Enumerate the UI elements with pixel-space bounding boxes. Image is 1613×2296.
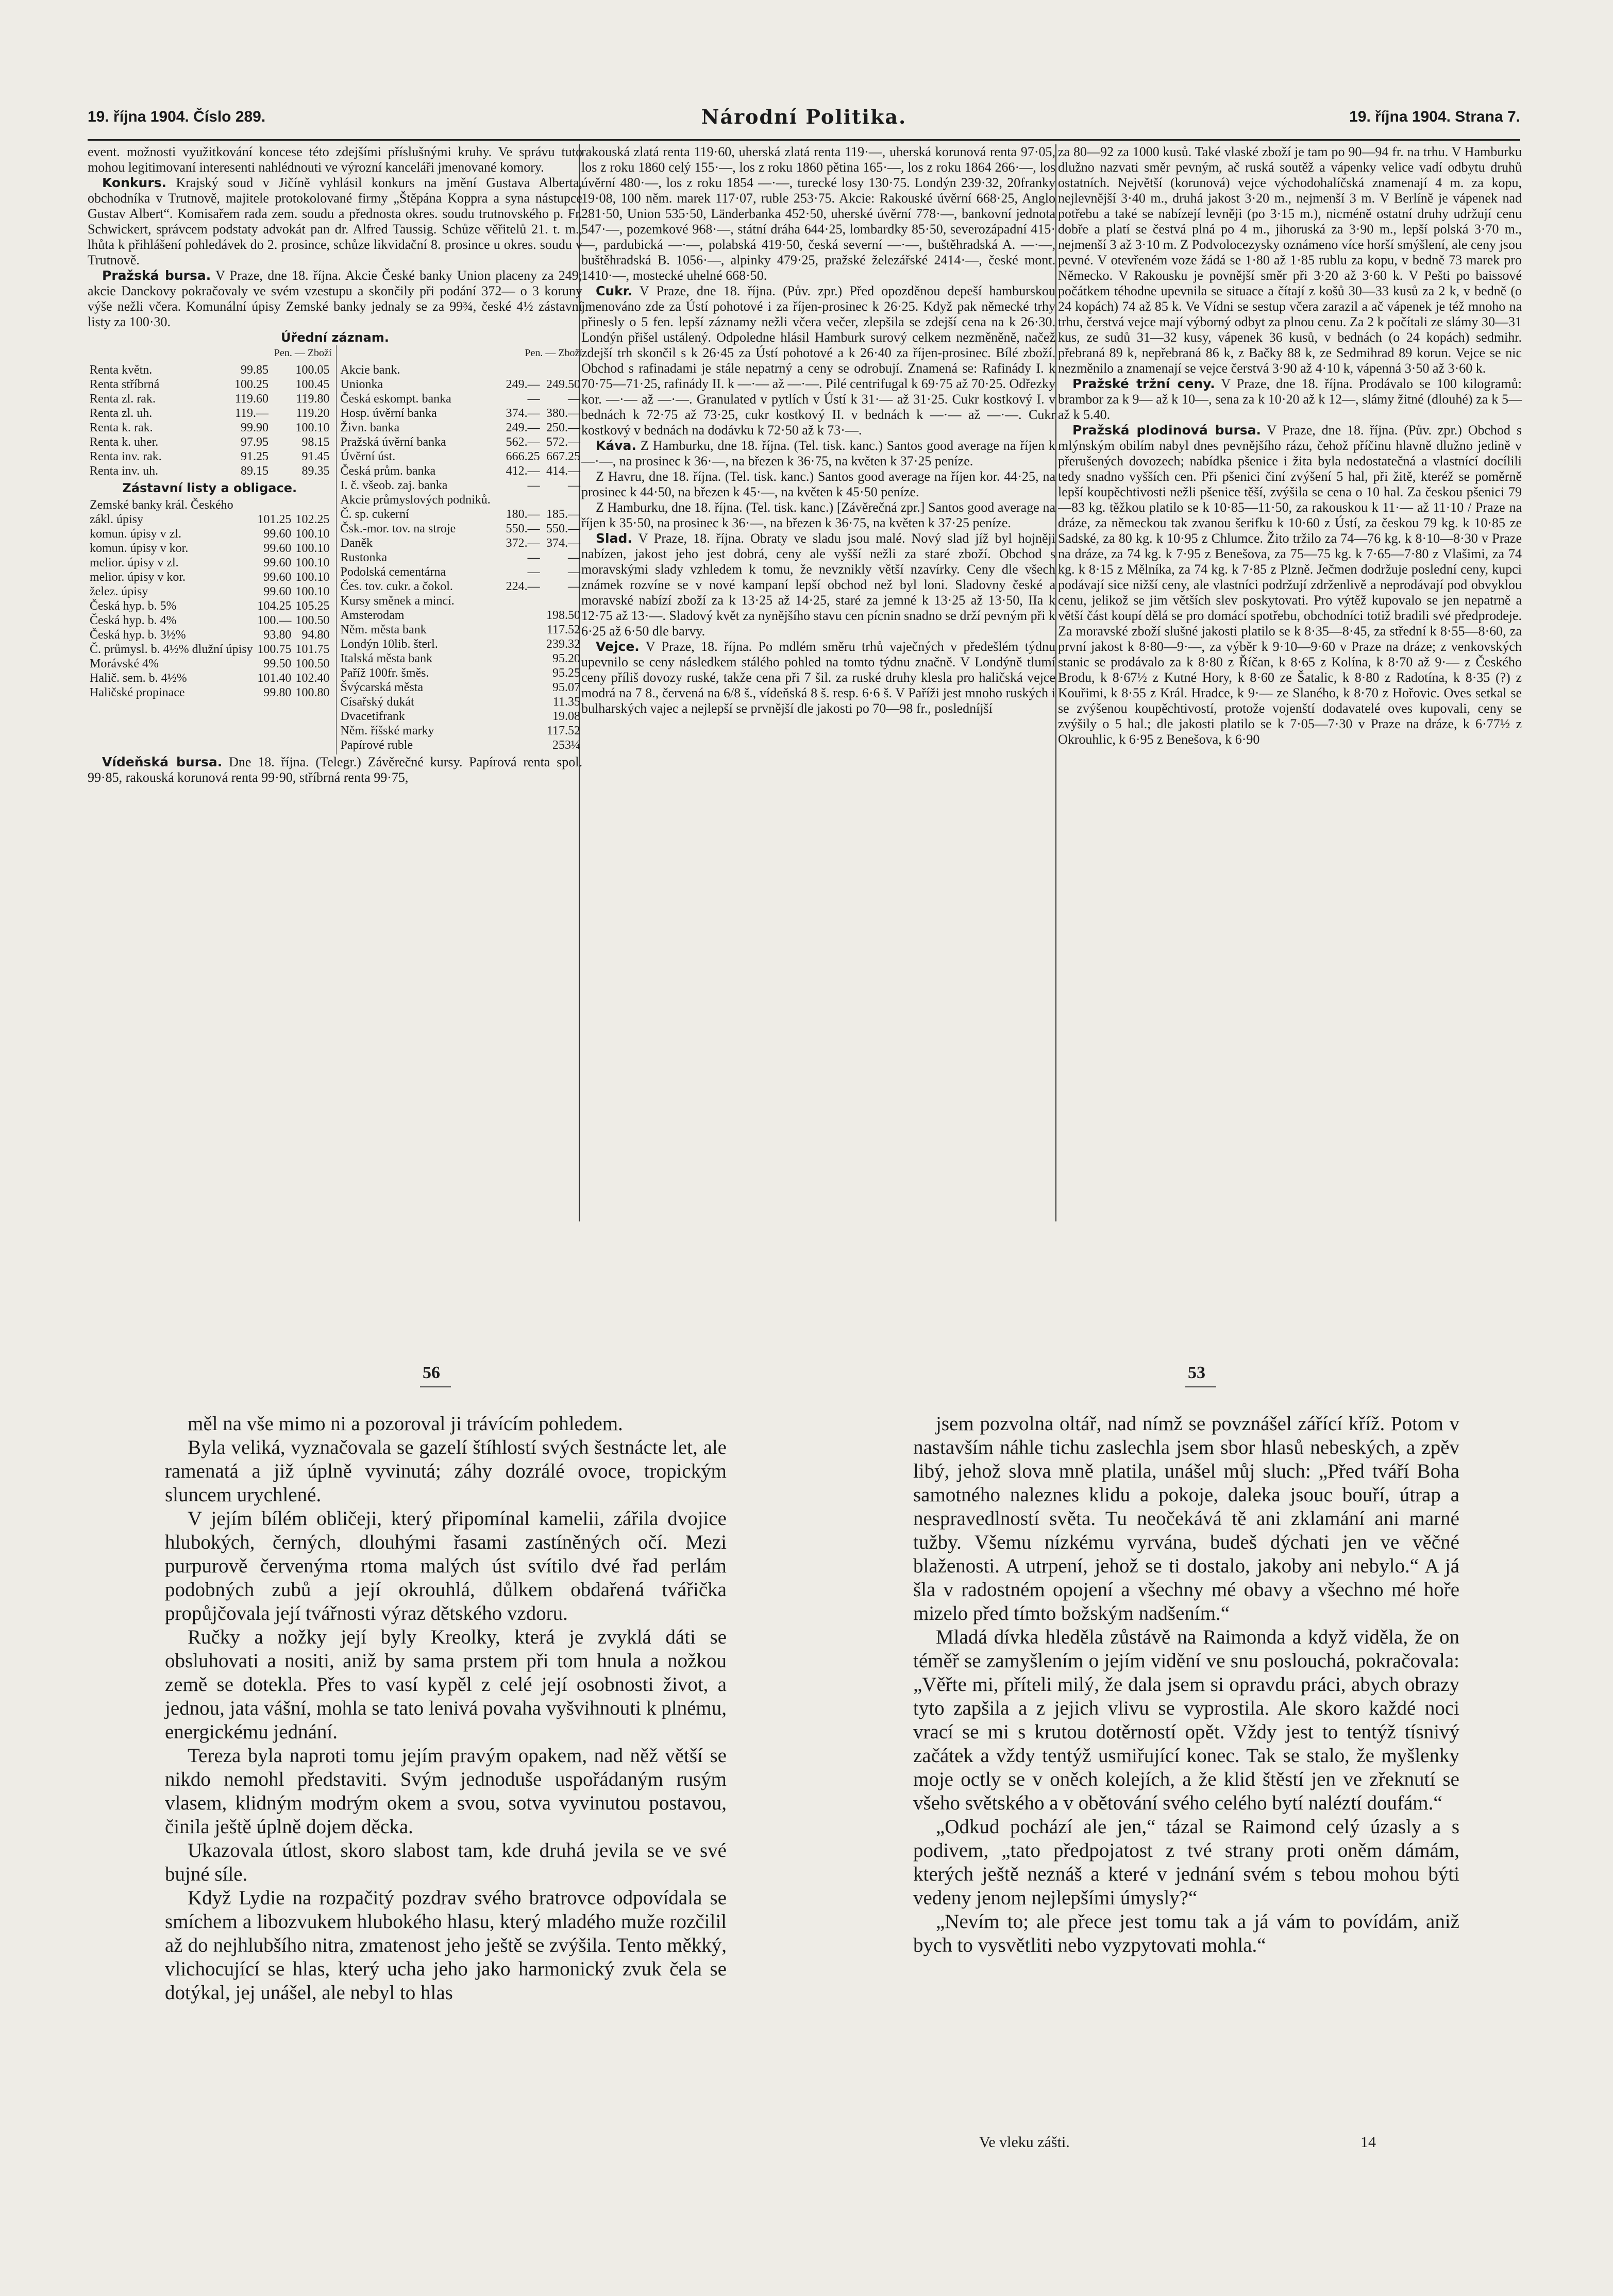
rate-name: Živn. banka bbox=[340, 421, 400, 434]
rates-table-left bbox=[88, 363, 332, 478]
section-heading: Pražská bursa. bbox=[102, 268, 211, 283]
rate-value: 94.80 bbox=[301, 628, 330, 642]
novel-paragraph: Ukazovala útlost, skoro slabost tam, kde druhá jevila se ve své bujné síle. bbox=[165, 1839, 727, 1885]
rate-value: 100.10 bbox=[295, 571, 330, 584]
table-row bbox=[339, 421, 583, 435]
rate-value bbox=[501, 623, 542, 637]
rate-name: Renta k. rak. bbox=[90, 421, 153, 434]
section-heading: Pražská plodinová bursa. bbox=[1072, 423, 1262, 438]
rate-value: — bbox=[568, 551, 580, 564]
rate-name: Zemské banky král. Českého bbox=[90, 498, 233, 512]
rate-value bbox=[501, 608, 542, 623]
section-heading: Káva. bbox=[596, 438, 636, 453]
rate-value: 91.25 bbox=[241, 450, 268, 463]
page-header bbox=[88, 105, 1520, 134]
rate-value: 550.— bbox=[506, 522, 540, 535]
table-row bbox=[339, 666, 583, 680]
rate-name: Úvěrní úst. bbox=[340, 450, 396, 463]
rate-name: Kursy směnek a mincí. bbox=[340, 594, 455, 608]
table-row bbox=[339, 493, 583, 507]
rate-value: 100.10 bbox=[295, 421, 330, 434]
rate-name: Haličské propinace bbox=[90, 686, 185, 699]
article-text: V Praze, 18. října. Po mdlém směru trhů vaječných v předešlém týdnu upevnilo se ceny následkem stálého pohled na tomto týdnu značně. V Londýně tlumí ceny příliš dovozy ruské, takže cena při 7 šil. za ruské druhy klesla pro haličská vejce modrá na 7 8., červená na 6/8 š., vídeňská 8 š. resp. 6·6 š. V Paříži jest mnoho ruských i bulharských vajec a nejlepší se prvnější dle jakosti po 70—98 fr., posledníjší bbox=[581, 639, 1055, 716]
table-row bbox=[339, 406, 583, 421]
table-row bbox=[339, 724, 583, 738]
rate-value bbox=[501, 666, 542, 680]
table-row bbox=[88, 599, 332, 613]
section-heading: Vejce. bbox=[596, 639, 640, 654]
table-column-header: Pen. — Zboží bbox=[525, 347, 582, 359]
rate-name: Pražská úvěrní banka bbox=[340, 435, 446, 449]
rate-name: Podolská cementárna bbox=[340, 565, 446, 579]
novel-paragraph: Tereza byla naproti tomu jejím pravým opakem, nad něž větší se nikdo nemohl představiti. Svým jednoduše uspořádaným rusým vlasem, klidným modrým okem a svou, sotva vyvinutou postavou, činila ještě úplně dojem děcka. bbox=[165, 1745, 727, 1838]
table-row bbox=[339, 709, 583, 724]
rate-name: Něm. říšské marky bbox=[340, 724, 434, 738]
table-row bbox=[339, 363, 583, 377]
table-row bbox=[88, 512, 332, 527]
table-row bbox=[339, 738, 583, 752]
rate-value: 19.08 bbox=[552, 710, 580, 723]
rate-name: Akcie průmyslových podniků. bbox=[340, 493, 491, 507]
article-text: V Praze, dne 18. října. Prodávalo se 100 kilogramů: brambor za k 9— až k 10—, sena za k 10·20 až k 12—, slámy žitné (dlouhé) za k 5— až k 5.40. bbox=[1058, 376, 1522, 422]
rate-value: 95.25 bbox=[552, 666, 580, 680]
rate-value: 99.60 bbox=[263, 527, 292, 541]
table-row bbox=[88, 570, 332, 584]
novel-paragraph: „Odkud pochází ale jen,“ tázal se Raimond celý úzasly a s podivem, „tato předpojatost z tvé strany proti oněm dámám, kterých ještě neznáš a které v jednání svém s tebou mohou býti vedeny jenom nejlepšími úmysly?“ bbox=[913, 1816, 1459, 1909]
rate-name: Halič. sem. b. 4½% bbox=[90, 672, 187, 685]
table-row bbox=[339, 594, 583, 608]
table-row bbox=[339, 435, 583, 449]
table-row bbox=[88, 613, 332, 628]
table-row bbox=[88, 657, 332, 671]
page-number-rule bbox=[1185, 1386, 1216, 1387]
rate-value bbox=[501, 363, 542, 377]
rate-value: 100.10 bbox=[295, 585, 330, 598]
rates-table-bonds bbox=[88, 498, 332, 700]
rate-value: 249.— bbox=[506, 421, 540, 434]
rate-value: 98.15 bbox=[301, 435, 330, 449]
rate-name: Italská města bank bbox=[340, 652, 433, 665]
table-row bbox=[88, 449, 332, 464]
rate-name: Renta zl. uh. bbox=[90, 407, 153, 420]
article-text: Z Hamburku, dne 18. října. (Tel. tisk. kanc.) [Závěrečná zpr.] Santos good average na říjen k 35·50, na prosinec k 36·—, na březen k 36·75, na květen k 37·25 peníze. bbox=[581, 500, 1055, 530]
rate-value: 101.25 bbox=[257, 513, 292, 526]
rate-value: 99.85 bbox=[241, 363, 268, 377]
rate-name: Rustonka bbox=[340, 551, 388, 564]
rate-name: komun. úpisy v kor. bbox=[90, 542, 189, 555]
article-text: V Praze, dne 18. října. (Pův. zpr.) Před opozděnou depeší hamburskou jmenováno zde za Ústí pohotové i za říjen-prosinec k 26·25. Když pak německé trhy přinesly o 5 fen. lepší záznamy nežli včera večer, zlepšila se zdejší cena na k 26·30. Londýn přišel ustálený. Odpoledne hlásil Hamburk surový celkem nezměněně, načež zdejší trh skončil s k 26·45 za Ústí pohotové a k 26·40 za říjen-prosinec. Bílé zboží. Obchod s rafinadami je stále nepatrný a ceny se odrobují. Znamená se: Rafinády I. k 70·75—71·25, rafinády II. k —·— až —·—. Pilé centrifugal k 69·75 až 70·25. Odřezky kor. —·— až —·—. Granulated v pytlích v Ústí k 31·— až 31·25. Cukr kostkový I. v bednách k 72·75 až 73·25, cukr kostkový II. v bednách k —·— až —·—. Cukr kostkový v bednách na dodávku k 72·50 až k 73·—. bbox=[581, 283, 1055, 438]
novel-page-right bbox=[913, 1412, 1459, 1957]
table-row bbox=[88, 642, 332, 657]
section-heading: Vídeňská bursa. bbox=[102, 755, 223, 769]
rate-name: Česká eskompt. banka bbox=[340, 392, 451, 406]
rate-name: Londýn 10lib. šterl. bbox=[340, 638, 438, 651]
table-row bbox=[88, 421, 332, 435]
rate-value: 198.50 bbox=[546, 609, 580, 622]
table-row bbox=[339, 579, 583, 594]
rate-name: Č. průmysl. b. 4½% dlužní úpisy bbox=[90, 643, 253, 656]
table-row bbox=[339, 449, 583, 464]
table-row bbox=[88, 556, 332, 570]
rate-value bbox=[293, 498, 331, 512]
table-row bbox=[339, 392, 583, 406]
rate-name: zákl. úpisy bbox=[90, 513, 143, 526]
rate-value: 117.52 bbox=[546, 724, 580, 738]
table-row bbox=[339, 623, 583, 637]
rate-value: 100.25 bbox=[234, 378, 268, 391]
rate-value bbox=[542, 363, 582, 377]
table-row bbox=[339, 565, 583, 579]
header-date-right: 19. října 1904. Strana 7. bbox=[1349, 108, 1520, 125]
novel-paragraph: V jejím bílém obličeji, který připomínal kamelii, zářila dvojice hlubokých, černých, dlouhými řasami zastíněných očí. Mezi purpurově červenýma rtoma malých úst svítilo dvé řad perlám podobných zubů a její okrouhlá, důlkem obdařená tvářička propůjčovala její tvářnosti výraz dětského vzdoru. bbox=[165, 1507, 727, 1624]
section-heading: Pražské tržní ceny. bbox=[1072, 376, 1215, 391]
rate-value: 99.50 bbox=[263, 657, 292, 671]
article-text: V Praze, dne 18. října. Akcie České banky Union placeny za 249; akcie Danckovy pokračovaly ve svém vzestupu a skončily při podání 372— o 3 koruny výše nežli včera. Komunální úpisy Zemské banky jednaly se za 99¾, české 4½ zástavní listy za 100·30. bbox=[88, 268, 582, 329]
rate-name: Renta inv. rak. bbox=[90, 450, 162, 463]
rates-table-right bbox=[339, 363, 583, 752]
rate-value: 101.75 bbox=[295, 643, 330, 656]
table-row bbox=[88, 584, 332, 599]
rate-value: 250.— bbox=[546, 421, 580, 434]
rate-value bbox=[501, 709, 542, 724]
section-heading: Cukr. bbox=[596, 283, 633, 298]
table-row bbox=[88, 363, 332, 377]
rate-value: 380.— bbox=[546, 407, 580, 420]
rate-value: 100.10 bbox=[295, 527, 330, 541]
rate-value: 102.25 bbox=[295, 513, 330, 526]
rate-name: Morávské 4% bbox=[90, 657, 159, 671]
rate-value: 100.10 bbox=[295, 556, 330, 569]
rate-value: 249.— bbox=[506, 378, 540, 391]
rate-value: 99.60 bbox=[263, 542, 292, 555]
rate-name: Paříž 100fr. šměs. bbox=[340, 666, 429, 680]
rate-value bbox=[542, 493, 582, 507]
rate-value: 666.25 bbox=[506, 450, 540, 463]
table-row bbox=[88, 671, 332, 685]
novel-paragraph: Mladá dívka hleděla zůstávě na Raimonda a když viděla, že on téměř se zamyšlením o jejím vidění ve snu poslouchá, pokračovala: „Věřte mi, příteli milý, že dala jsem si opravdu práci, abych obrazy tyto zapšila a z jejich vlivu se vyprostila. Ale skoro každé noci vrací se mi s krutou dotěrností opět. Vždy jest to tentýž tísnivý začátek a vždy tentýž usmiřující konec. Tak se stalo, že myšlenky moje octly se v oněch kolejích, a že klid štěstí jen ve zřeknutí se všeho světského a v obětování svého celého bytí naléztí doufám.“ bbox=[913, 1626, 1459, 1814]
article-text: rakouská zlatá renta 119·60, uherská zlatá renta 119·—, uherská korunová renta 97·05, los z roku 1860 celý 155·—, los z roku 1860 pětina 165·—, los z roku 1864 266·—, los úvěrní 480·—, los z roku 1854 —·—, turecké losy 130·75. Londýn 239·32, 20franky 19·08, 100 něm. marek 117·07, ruble 253·75. Akcie: Rakouské úvěrní 668·25, Anglo 281·50, Union 535·50, Länderbanka 452·50, uherské úvěrní 778·—, bankovní jednota 547·—, pozemkové 968·—, státní dráha 644·25, lombardky 85·50, severozápadní 415·—, pardubická —·—, polabská 419·50, česká severní —·—, buštěhradská A. —·—, buštěhradská B. 1056·—, alpinky 479·25, pražské železářské 2414·—, české mont. 1410·—, mostecké uhelné 668·50. bbox=[581, 144, 1055, 283]
article-text: za 80—92 za 1000 kusů. Také vlaské zboží je tam po 90—94 fr. na trhu. V Hamburku dlužno nazvati směr pevným, ač ruská soutěž a vápenky velice vadí odbytu druhů ostatních. Největší (korunová) vejce východohalíčská znamenají 4 m. za kopu, nejlevnější 3·40 m., druhá jakost 3·20 m., nejmenší 3 m. V Berlíně je vápenek nad potřebu a také se nabízejí levněji (po 3·15 m.), nicméně ostatní druhy udržují cenu dobře a platí se čestvá plná po 4 m., jihoruská za 3·90 m., lepší polská 3·70 m., nejmenší 3 až 3·10 m. Z Podvolocezysky oznámeno více horší smýšlení, ale ceny jsou pevné. V otevřeném voze žádá se 1·80 až 1·85 rublu za kopu, v bedně 73 marek pro Německo. V Rakousku je povnější směr při 3·20 až 3·60 k. V Pešti po baissové počátkem téhodne upevnila se situace a čítají z košů 30—33 kusů za 2 k, v bedně (o 24 kopách) 74 až 85 k. Ve Vídni se sestup včera zarazil a ač vápenek je též mnoho na trhu, čerstvá vejce mají výborný odbyt za plnou cenu. Za 2 k počítali ze slámy 30—31 kus, ze sudů 31—32 kusy, vápenek 36 kusů, v bednách (o 24 kopách) sedmihr. přebraná 89 k, nepřebraná 86 k, z Bačky 88 k, ze Sedmihrad 89 korun. Vejce se nic nezměnilo a znamenají se vejce čerstvá 3·90 až 4·10 k, vápenná 3·50 až 3·60 k. bbox=[1058, 144, 1522, 376]
rate-value: 372.— bbox=[506, 537, 540, 550]
rate-value: 99.60 bbox=[263, 556, 292, 569]
section-heading: Konkurs. bbox=[102, 175, 167, 190]
rate-value: 562.— bbox=[506, 435, 540, 449]
table-subheading: Zástavní listy a obligace. bbox=[122, 481, 297, 495]
rate-value: 119.20 bbox=[296, 407, 330, 420]
rate-value: 239.32 bbox=[546, 638, 580, 651]
rates-table-wrapper bbox=[88, 345, 582, 755]
rate-value: 253¼ bbox=[552, 739, 580, 752]
rate-value: — bbox=[527, 551, 540, 564]
rate-value: 180.— bbox=[506, 508, 540, 521]
table-row bbox=[339, 464, 583, 478]
rate-value: 100.75 bbox=[257, 643, 292, 656]
rate-name: Renta květn. bbox=[90, 363, 153, 377]
section-heading: Slad. bbox=[596, 531, 632, 546]
table-row bbox=[88, 628, 332, 642]
rate-name: Renta inv. uh. bbox=[90, 464, 159, 478]
rate-name: Česká hyp. b. 4% bbox=[90, 614, 177, 627]
rate-value: — bbox=[527, 392, 540, 406]
rate-value: 101.40 bbox=[257, 672, 292, 685]
table-row bbox=[339, 680, 583, 695]
rate-name: Švýcarská města bbox=[340, 681, 424, 694]
table-row bbox=[88, 541, 332, 556]
rate-value: 100.50 bbox=[295, 657, 330, 671]
rate-value: 414.— bbox=[546, 464, 580, 478]
rate-name: Papírové ruble bbox=[340, 739, 413, 752]
rate-value bbox=[501, 651, 542, 666]
page-number-rule bbox=[420, 1386, 451, 1387]
table-row bbox=[339, 536, 583, 550]
rate-value: 249.50 bbox=[546, 378, 580, 391]
column-3 bbox=[1058, 144, 1522, 1227]
rate-value: 11.35 bbox=[552, 695, 580, 709]
rate-value: — bbox=[568, 580, 580, 593]
rate-name: Dvacetifrank bbox=[340, 710, 405, 723]
header-date-left: 19. října 1904. Číslo 289. bbox=[88, 108, 266, 125]
article-text: event. možnosti využitkování koncese této zdejšími příslušnými kruhy. Ve správu tuto mohou legitimovaní interesenti nahlédnouti ve výrozní kanceláři jmenované komory. bbox=[88, 144, 582, 175]
rate-value: 93.80 bbox=[263, 628, 292, 642]
rate-value: 550.— bbox=[546, 522, 580, 535]
rate-name: Č. sp. cukerní bbox=[340, 508, 409, 521]
article-text: Krajský soud v Jičíně vyhlásil konkurs na jmění Gustava Alberta, obchodníka v Trutnově, majitele protokolované firmy „Štěpána Koppra a syna nástupce Gustav Albert“. Komisařem rada zem. soudu a přednosta okres. soudu trutnovského p. Fr. Schwickert, správcem podstaty advokát pan dr. Alfred Taussig. Schůze věřitelů 21. t. m., lhůta k přihlášení pohledávek do 2. prosince, schůze likvidační 8. prosince u okres. soudu v Trutnově. bbox=[88, 175, 582, 267]
rate-value: 119.— bbox=[234, 407, 268, 420]
rate-name: I. č. všeob. zaj. banka bbox=[340, 479, 448, 492]
table-row bbox=[339, 608, 583, 623]
rate-name: Unionka bbox=[340, 378, 383, 391]
rate-value: 97.95 bbox=[241, 435, 268, 449]
header-rule bbox=[88, 139, 1520, 141]
table-column-header: Pen. — Zboží bbox=[274, 347, 332, 359]
article-text: Z Hamburku, dne 18. října. (Tel. tisk. kanc.) Santos good average na říjen k —·—, na prosinec k 36·—, na březen k 36·75, na květen k 37·25 peníze. bbox=[581, 438, 1055, 468]
rate-value: — bbox=[527, 479, 540, 492]
rate-value: — bbox=[527, 565, 540, 579]
novel-paragraph: „Nevím to; ale přece jest tomu tak a já vám to povídám, aniž bych to vysvětliti nebo vyzpytovati mohla.“ bbox=[913, 1910, 1459, 1956]
rate-value: 374.— bbox=[546, 537, 580, 550]
rate-value: 667.25 bbox=[546, 450, 580, 463]
rate-value bbox=[501, 680, 542, 695]
rate-value: 99.90 bbox=[241, 421, 268, 434]
rate-name: Něm. města bank bbox=[340, 623, 427, 636]
rate-value: — bbox=[568, 565, 580, 579]
rate-name: Renta zl. rak. bbox=[90, 392, 156, 406]
rate-value: 119.80 bbox=[296, 392, 330, 406]
rate-name: Čes. tov. cukr. a čokol. bbox=[340, 580, 453, 593]
rate-value: 95.20 bbox=[552, 652, 580, 665]
table-row bbox=[339, 695, 583, 709]
rate-value bbox=[501, 637, 542, 651]
rate-name: Daněk bbox=[340, 537, 373, 550]
table-row bbox=[339, 507, 583, 522]
rate-value: 99.60 bbox=[263, 571, 292, 584]
novel-paragraph: jsem pozvolna oltář, nad nímž se povznášel zářící kříž. Potom v nastavším náhle tichu zaslechla jsem sbor hlasů nebeských, a zpěv libý, jehož slova mně platila, unášel můj sluch: „Před tváří Boha samotného naleznes klidu a pokoje, daleka jsouc bouří, útrap a nespravedlností světa. Tu neočekává tě ani zklamání ani marné tužby. Všemu nízkému vyrvána, budeš dýchati jen ve věčné blaženosti. A utrpení, jehož se ti dostalo, jakoby ani nebylo.“ A já šla v radostném opojení a všechny mé obavy a všechno mé hoře mizelo před tímto božským nadšením.“ bbox=[913, 1413, 1459, 1624]
rate-value: 224.— bbox=[506, 580, 540, 593]
rate-name: Česká prům. banka bbox=[340, 464, 436, 478]
page-number-left: 56 bbox=[423, 1363, 440, 1382]
rate-value: 89.35 bbox=[301, 464, 330, 478]
running-footer-title: Ve vleku zášti. bbox=[979, 2134, 1070, 2151]
rate-name: Hosp. úvěrní banka bbox=[340, 407, 437, 420]
table-row bbox=[88, 392, 332, 406]
rate-name: Renta k. uher. bbox=[90, 435, 159, 449]
rate-value: 119.60 bbox=[234, 392, 268, 406]
novel-paragraph: měl na vše mimo ni a pozoroval ji trávícím pohledem. bbox=[188, 1413, 623, 1435]
rate-name: melior. úpisy v zl. bbox=[90, 556, 179, 569]
column-2 bbox=[581, 144, 1055, 1227]
rate-name: Česká hyp. b. 3½% bbox=[90, 628, 186, 642]
rate-value: 89.15 bbox=[241, 464, 268, 478]
page-number-right: 53 bbox=[1188, 1363, 1205, 1382]
rate-value: — bbox=[568, 392, 580, 406]
rate-value: 105.25 bbox=[295, 599, 330, 613]
table-row bbox=[339, 522, 583, 536]
novel-paragraph: Ručky a nožky její byly Kreolky, která je zvyklá dáti se obsluhovati a nositi, aniž by sama prstem při tom hnula a nožkou země se dotekla. Přes to vasí kypěl z celé její osobnosti život, a jednou, jata vášní, mohla se tato lenivá povaha vyšvihnouti k plnému, energickému jednání. bbox=[165, 1626, 727, 1743]
rate-value: 99.60 bbox=[263, 585, 292, 598]
rate-name: Renta stříbrná bbox=[90, 378, 160, 391]
rate-value: 104.25 bbox=[257, 599, 292, 613]
table-row bbox=[88, 435, 332, 449]
rate-value bbox=[501, 738, 542, 752]
rate-value bbox=[501, 695, 542, 709]
rate-value: 572.— bbox=[546, 435, 580, 449]
rate-value: 91.45 bbox=[301, 450, 330, 463]
rate-name: komun. úpisy v zl. bbox=[90, 527, 181, 541]
rate-name: Česká hyp. b. 5% bbox=[90, 599, 177, 613]
rate-value bbox=[255, 498, 293, 512]
rate-value: 117.52 bbox=[546, 623, 580, 636]
table-row bbox=[88, 377, 332, 392]
table-row bbox=[88, 527, 332, 541]
table-row bbox=[88, 498, 332, 512]
table-title: Úřední záznam. bbox=[281, 330, 389, 345]
rate-value: 99.80 bbox=[263, 686, 292, 699]
table-row bbox=[88, 406, 332, 421]
rate-value: — bbox=[568, 479, 580, 492]
rate-value: 100.— bbox=[257, 614, 292, 627]
table-row bbox=[339, 377, 583, 392]
rate-value bbox=[501, 594, 542, 608]
novel-paragraph: Byla veliká, vyznačovala se gazelí štíhlostí svých šestnácte let, ale ramenatá a již úplně vyvinutá; záhy dozrálé ovoce, tropickým sluncem urychlené. bbox=[165, 1436, 727, 1506]
table-row bbox=[339, 478, 583, 493]
running-footer-page: 14 bbox=[1360, 2134, 1376, 2151]
table-row bbox=[88, 464, 332, 478]
rate-value: 100.45 bbox=[295, 378, 330, 391]
column-divider bbox=[1055, 144, 1056, 1221]
rate-value bbox=[542, 594, 582, 608]
rate-name: želez. úpisy bbox=[90, 585, 148, 598]
novel-page-left bbox=[165, 1412, 727, 2005]
rate-value: 185.— bbox=[546, 508, 580, 521]
rate-name: Amsterodam bbox=[340, 609, 405, 622]
article-text: V Praze, 18. října. Obraty ve sladu jsou malé. Nový slad jíž byl hojněji nabízen, jakost jeho jest dobrá, ceny ale vyšší nežli za staré zboží. Obchod s moravskými slady vzhledem k tomu, že nevznikly větší nzavírky. Ceny dle všech známek rozvíne se v nové kampaní lepší obchod než byl loni. Sladovny české a moravské nabízí zboží za k 13·25 až 14·25, staré za jemné k 13·25 až 13·50, IIa k 12·75 až 13·—. Sladový květ za nynějšího stavu cen pícnin snadno se drží pevným při k 6·25 až 6·50 dle barvy. bbox=[581, 531, 1055, 639]
rate-value: 100.10 bbox=[295, 542, 330, 555]
masthead-title: Národní Politika. bbox=[701, 105, 907, 128]
rate-name: Císařský dukát bbox=[340, 695, 414, 709]
table-row bbox=[339, 637, 583, 651]
table-row bbox=[339, 651, 583, 666]
article-text: Dne 18. října. (Telegr.) Závěrečné kursy. Papírová renta spol. 99·85, rakouská korunová renta 99·90, stříbrná renta 99·75, bbox=[88, 755, 582, 785]
rate-value bbox=[501, 724, 542, 738]
rate-value: 412.— bbox=[506, 464, 540, 478]
article-text: V Praze, dne 18. října. (Pův. zpr.) Obchod s mlýnským obilím nabyl dnes pevnějšího rázu, čehož příčinu hlavně dlužno jedině v přerušených dovozech; nabídka pšenice i žita byla nedostatečná a vlastnící docílili tedy snadno vyšších cen. Při pšenici činí zvýšení 5 hal, při žitě, kteréž se poměrně lepší koupěchtivosti nežli pšenice těší, zvýšila se cena o 10 hal. Za českou pšenici 79—83 kg. těžkou platilo se k 10·85—11·50, za rakouskou k 11·— až 11·10 / Praze na dráze, za německou tak zvanou šerifku k 10·60 z Ústí, za českou 79 kg. k 10·85 ze Sadské, za 80 kg. k 10·95 z Chlumce. Žito tržilo za 74—76 kg. k 8·10—8·30 v Praze na dráze, za 74 kg. k 7·95 z Benešova, za 75—75 kg. k 7·65—7·80 z Vlašimi, za 74 kg. k 8·15 z Mělníka, za 74 kg. k 7·85 z Plzně. Ječmen dodržuje poslední ceny, kupci podávají sice nižší ceny, ale vlastníci podržují zdrženlivě a neprodávají pod obvyklou cenu, jelikož se jim větších slev poskytovati. Pro výtěž kupovalo se jen nepatrně a větší část koupí dělá se pro domácí spotřebu, obchodníci totiž bradili své předprodeje. Za moravské zboží slušné jakosti platilo se k 8·35—8·45, za střední k 8·55—8·60, za první jakost k 8·80—9·—, za výběr k 9·10—9·60 v Praze na dráze; z venkovských stanic se prodávalo za k 8·80 z Říčan, k 8·65 z Kolína, k 8·70 až 9·— z Českého Brodu, k 8·67½ z Kutné Hory, k 8·60 ze Šatalic, k 8·80 z Radotína, k 8·35 (?) z Kouřimi, k 8·55 z Král. Hradce, k 9·— ze Slaného, k 8·70 z Hořovic. Oves setkal se se zvýšenou koupěchtivostí, protože vojenští dodavatelé oves kupovali, ceny se zvýšily o 5 hal.; dle jakosti platilo se k 7·05—7·30 v Praze na dráze, k 6·77½ z Okrouhlic, k 6·95 z Benešova, k 6·90 bbox=[1058, 423, 1522, 747]
rate-value bbox=[501, 493, 542, 507]
article-text: Z Havru, dne 18. října. (Tel. tisk. kanc.) Santos good average na říjen kor. 44·25, na prosinec k 44·50, na březen k 45·—, na květen k 45·50 peníze. bbox=[581, 469, 1055, 499]
rate-value: 100.05 bbox=[295, 363, 330, 377]
rate-value: 102.40 bbox=[295, 672, 330, 685]
rate-value: 374.— bbox=[506, 407, 540, 420]
rate-value: 100.80 bbox=[295, 686, 330, 699]
column-1 bbox=[88, 144, 582, 1227]
novel-paragraph: Když Lydie na rozpačitý pozdrav svého bratrovce odpovídala se smíchem a libozvukem hlubokého hlasu, který mladého muže rozčilil až do nejhlubšího nitra, zmatenost jeho ještě se zvýšila. Tento měkký, vlichocující se hlas, který ucha jeho jako harmonický zvuk čela se dotýkal, jej unášel, ale nebyl to hlas bbox=[165, 1887, 727, 2004]
rate-name: Čsk.-mor. tov. na stroje bbox=[340, 522, 456, 535]
table-row bbox=[339, 550, 583, 565]
table-row bbox=[88, 685, 332, 700]
rate-name: Akcie bank. bbox=[340, 363, 400, 377]
rate-name: melior. úpisy v kor. bbox=[90, 571, 186, 584]
rate-value: 95.07 bbox=[552, 681, 580, 694]
rate-value: 100.50 bbox=[295, 614, 330, 627]
